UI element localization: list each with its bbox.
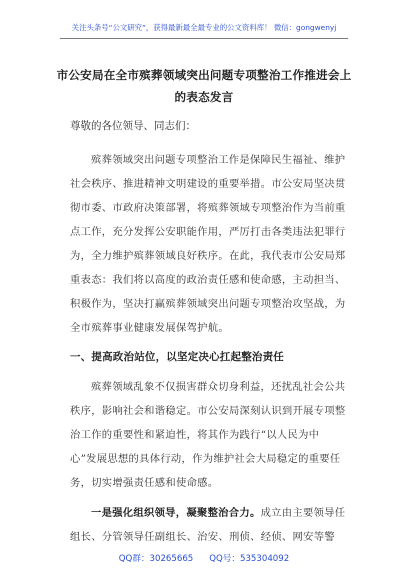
document-body xyxy=(70,118,346,549)
footer-qq: QQ号：535304092 xyxy=(209,554,290,564)
footer-contact xyxy=(0,552,408,564)
measure-text: 成立由主要领导任组长、分管领导任副组长、治安、刑侦、经侦、网安等警 xyxy=(70,507,346,543)
title-line-1: 市公安局在全市殡葬领域突出问题专项整治工作推进会上 xyxy=(56,68,352,82)
section-heading-1: 一、提高政治站位，以坚定决心扛起整治责任 xyxy=(70,351,284,363)
footer-qq-group: QQ群：30265665 xyxy=(118,554,194,564)
document-title xyxy=(40,64,368,108)
header-divider xyxy=(60,38,348,39)
paragraph-measure-1 xyxy=(70,501,346,549)
paragraph-section1: 殡葬领域乱象不仅损害群众切身利益，还扰乱社会公共秩序，影响社会和谐稳定。市公安局深刻认识到开展专项整治工作的重要性和紧迫性，将其作为践行“以人民为中心”发展思想的具体行动，作为维护社会大局稳定的重要任务，切实增强责任感和使命感。 xyxy=(70,381,346,489)
header-promo-note: 关注头条号“公文研究”，获得最新最全最专业的公文资料库！ 微信：gongwenyj xyxy=(71,23,337,32)
paragraph-intro: 殡葬领域突出问题专项整治工作是保障民生福祉、维护社会秩序、推进精神文明建设的重要举措。市公安局坚决贯彻市委、市政府决策部署，将殡葬领域专项整治作为当前重点工作，充分发挥公安职能作用，严厉打击各类违法犯罪行为，全力维护殡葬领域良好秩序。在此，我代表市公安局郑重表态：我们将以高度的政治责任感和使命感，主动担当、积极作为，坚决打赢殡葬领域突出问题专项整治攻坚战，为全市殡葬事业健康发展保驾护航。 xyxy=(70,154,346,334)
greeting: 尊敬的各位领导、同志们： xyxy=(70,120,196,132)
title-line-2: 的表态发言 xyxy=(174,90,234,104)
measure-lead: 一是强化组织领导，凝聚整治合力。 xyxy=(91,507,261,519)
